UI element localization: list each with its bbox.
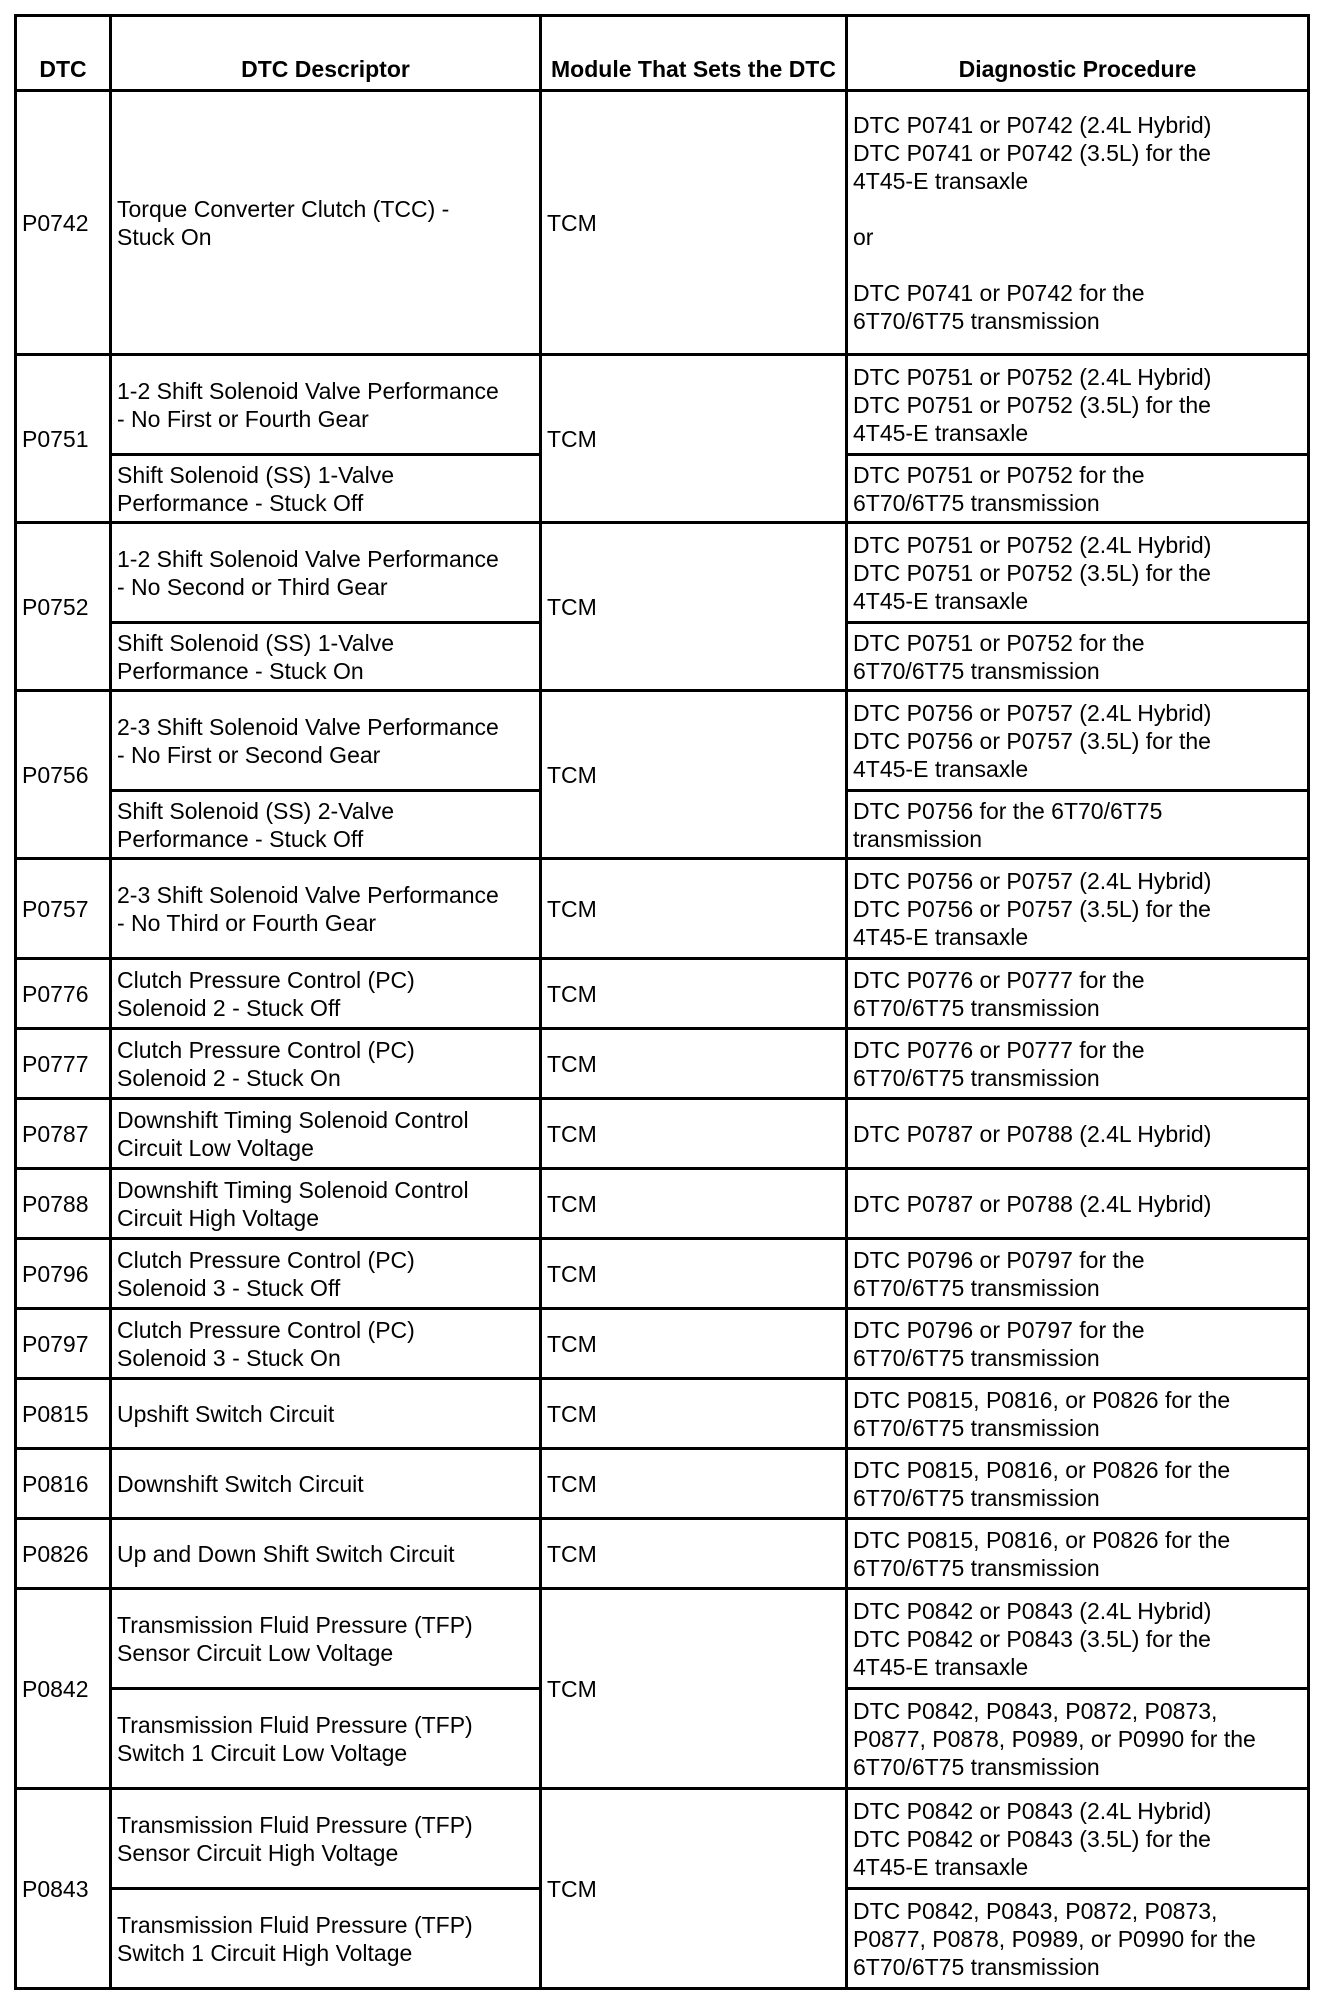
module-cell: TCM [541, 91, 847, 355]
dtc-code-cell: P0787 [16, 1099, 111, 1169]
module-cell: TCM [541, 1099, 847, 1169]
dtc-code-cell: P0776 [16, 959, 111, 1029]
diagnostic-procedure-cell: DTC P0815, P0816, or P0826 for the 6T70/6T75 transmission [847, 1379, 1309, 1449]
dtc-descriptor-cell: 1-2 Shift Solenoid Valve Performance - No Second or Third Gear [111, 523, 541, 623]
dtc-descriptor-cell: Clutch Pressure Control (PC) Solenoid 3 - Stuck Off [111, 1239, 541, 1309]
dtc-descriptor-cell: Transmission Fluid Pressure (TFP) Sensor Circuit Low Voltage [111, 1589, 541, 1689]
dtc-code-cell: P0815 [16, 1379, 111, 1449]
dtc-descriptor-cell: Transmission Fluid Pressure (TFP) Switch 1 Circuit Low Voltage [111, 1689, 541, 1789]
dtc-descriptor-cell: Downshift Switch Circuit [111, 1449, 541, 1519]
dtc-descriptor-cell: Up and Down Shift Switch Circuit [111, 1519, 541, 1589]
dtc-descriptor-cell: Upshift Switch Circuit [111, 1379, 541, 1449]
dtc-descriptor-cell: 2-3 Shift Solenoid Valve Performance - No First or Second Gear [111, 691, 541, 791]
dtc-descriptor-cell: Downshift Timing Solenoid Control Circuit High Voltage [111, 1169, 541, 1239]
dtc-table [14, 14, 1310, 1990]
diagnostic-procedure-cell: DTC P0741 or P0742 (2.4L Hybrid) DTC P0741 or P0742 (3.5L) for the 4T45-E transaxle or DTC P0741 or P0742 for the 6T70/6T75 transmission [847, 91, 1309, 355]
diagnostic-procedure-cell: DTC P0756 or P0757 (2.4L Hybrid) DTC P0756 or P0757 (3.5L) for the 4T45-E transaxle [847, 691, 1309, 791]
diagnostic-procedure-cell: DTC P0787 or P0788 (2.4L Hybrid) [847, 1099, 1309, 1169]
dtc-code-cell: P0757 [16, 859, 111, 959]
table-row [16, 523, 1309, 623]
module-cell: TCM [541, 1789, 847, 1989]
diagnostic-procedure-cell: DTC P0842 or P0843 (2.4L Hybrid) DTC P0842 or P0843 (3.5L) for the 4T45-E transaxle [847, 1789, 1309, 1889]
table-header-row [16, 16, 1309, 91]
table-row [16, 691, 1309, 791]
module-cell: TCM [541, 1379, 847, 1449]
dtc-descriptor-cell: Shift Solenoid (SS) 1-Valve Performance - Stuck On [111, 623, 541, 691]
module-cell: TCM [541, 355, 847, 523]
dtc-code-cell: P0777 [16, 1029, 111, 1099]
table-row [16, 1239, 1309, 1309]
dtc-descriptor-cell: Clutch Pressure Control (PC) Solenoid 2 - Stuck Off [111, 959, 541, 1029]
diagnostic-procedure-cell: DTC P0776 or P0777 for the 6T70/6T75 transmission [847, 1029, 1309, 1099]
header-module: Module That Sets the DTC [541, 16, 847, 91]
table-row [16, 1169, 1309, 1239]
dtc-code-cell: P0843 [16, 1789, 111, 1989]
diagnostic-procedure-cell: DTC P0842 or P0843 (2.4L Hybrid) DTC P0842 or P0843 (3.5L) for the 4T45-E transaxle [847, 1589, 1309, 1689]
table-row [16, 355, 1309, 455]
diagnostic-procedure-cell: DTC P0815, P0816, or P0826 for the 6T70/6T75 transmission [847, 1449, 1309, 1519]
table-row [16, 1519, 1309, 1589]
module-cell: TCM [541, 523, 847, 691]
dtc-code-cell: P0756 [16, 691, 111, 859]
module-cell: TCM [541, 1449, 847, 1519]
dtc-descriptor-cell: Clutch Pressure Control (PC) Solenoid 2 - Stuck On [111, 1029, 541, 1099]
diagnostic-procedure-cell: DTC P0796 or P0797 for the 6T70/6T75 transmission [847, 1309, 1309, 1379]
module-cell: TCM [541, 1169, 847, 1239]
table-row [16, 1029, 1309, 1099]
dtc-descriptor-cell: Shift Solenoid (SS) 2-Valve Performance - Stuck Off [111, 791, 541, 859]
dtc-code-cell: P0842 [16, 1589, 111, 1789]
dtc-code-cell: P0788 [16, 1169, 111, 1239]
module-cell: TCM [541, 691, 847, 859]
table-row [16, 959, 1309, 1029]
diagnostic-procedure-cell: DTC P0787 or P0788 (2.4L Hybrid) [847, 1169, 1309, 1239]
header-descriptor: DTC Descriptor [111, 16, 541, 91]
dtc-descriptor-cell: Clutch Pressure Control (PC) Solenoid 3 - Stuck On [111, 1309, 541, 1379]
dtc-code-cell: P0752 [16, 523, 111, 691]
diagnostic-procedure-cell: DTC P0756 or P0757 (2.4L Hybrid) DTC P0756 or P0757 (3.5L) for the 4T45-E transaxle [847, 859, 1309, 959]
module-cell: TCM [541, 1239, 847, 1309]
module-cell: TCM [541, 1029, 847, 1099]
diagnostic-procedure-cell: DTC P0796 or P0797 for the 6T70/6T75 transmission [847, 1239, 1309, 1309]
dtc-descriptor-cell: 2-3 Shift Solenoid Valve Performance - No Third or Fourth Gear [111, 859, 541, 959]
diagnostic-procedure-cell: DTC P0842, P0843, P0872, P0873, P0877, P0878, P0989, or P0990 for the 6T70/6T75 transmission [847, 1689, 1309, 1789]
dtc-descriptor-cell: Transmission Fluid Pressure (TFP) Switch 1 Circuit High Voltage [111, 1889, 541, 1989]
table-body [16, 91, 1309, 1989]
table-row [16, 1589, 1309, 1689]
table-row [16, 1449, 1309, 1519]
diagnostic-procedure-cell: DTC P0751 or P0752 for the 6T70/6T75 transmission [847, 623, 1309, 691]
table-row [16, 859, 1309, 959]
module-cell: TCM [541, 1589, 847, 1789]
module-cell: TCM [541, 859, 847, 959]
diagnostic-procedure-cell: DTC P0756 for the 6T70/6T75 transmission [847, 791, 1309, 859]
diagnostic-procedure-cell: DTC P0751 or P0752 for the 6T70/6T75 transmission [847, 455, 1309, 523]
module-cell: TCM [541, 1519, 847, 1589]
dtc-code-cell: P0826 [16, 1519, 111, 1589]
diagnostic-procedure-cell: DTC P0815, P0816, or P0826 for the 6T70/6T75 transmission [847, 1519, 1309, 1589]
dtc-code-cell: P0796 [16, 1239, 111, 1309]
table-row [16, 1309, 1309, 1379]
module-cell: TCM [541, 1309, 847, 1379]
dtc-descriptor-cell: 1-2 Shift Solenoid Valve Performance - No First or Fourth Gear [111, 355, 541, 455]
dtc-descriptor-cell: Downshift Timing Solenoid Control Circuit Low Voltage [111, 1099, 541, 1169]
diagnostic-procedure-cell: DTC P0842, P0843, P0872, P0873, P0877, P0878, P0989, or P0990 for the 6T70/6T75 transmission [847, 1889, 1309, 1989]
table-row [16, 1379, 1309, 1449]
header-procedure: Diagnostic Procedure [847, 16, 1309, 91]
dtc-code-cell: P0816 [16, 1449, 111, 1519]
table-row [16, 1099, 1309, 1169]
dtc-code-cell: P0742 [16, 91, 111, 355]
header-dtc: DTC [16, 16, 111, 91]
table-row [16, 1789, 1309, 1889]
diagnostic-procedure-cell: DTC P0751 or P0752 (2.4L Hybrid) DTC P0751 or P0752 (3.5L) for the 4T45-E transaxle [847, 523, 1309, 623]
diagnostic-procedure-cell: DTC P0776 or P0777 for the 6T70/6T75 transmission [847, 959, 1309, 1029]
module-cell: TCM [541, 959, 847, 1029]
diagnostic-procedure-cell: DTC P0751 or P0752 (2.4L Hybrid) DTC P0751 or P0752 (3.5L) for the 4T45-E transaxle [847, 355, 1309, 455]
dtc-code-cell: P0751 [16, 355, 111, 523]
dtc-descriptor-cell: Shift Solenoid (SS) 1-Valve Performance - Stuck Off [111, 455, 541, 523]
dtc-descriptor-cell: Transmission Fluid Pressure (TFP) Sensor Circuit High Voltage [111, 1789, 541, 1889]
dtc-code-cell: P0797 [16, 1309, 111, 1379]
table-row [16, 91, 1309, 355]
dtc-descriptor-cell: Torque Converter Clutch (TCC) - Stuck On [111, 91, 541, 355]
